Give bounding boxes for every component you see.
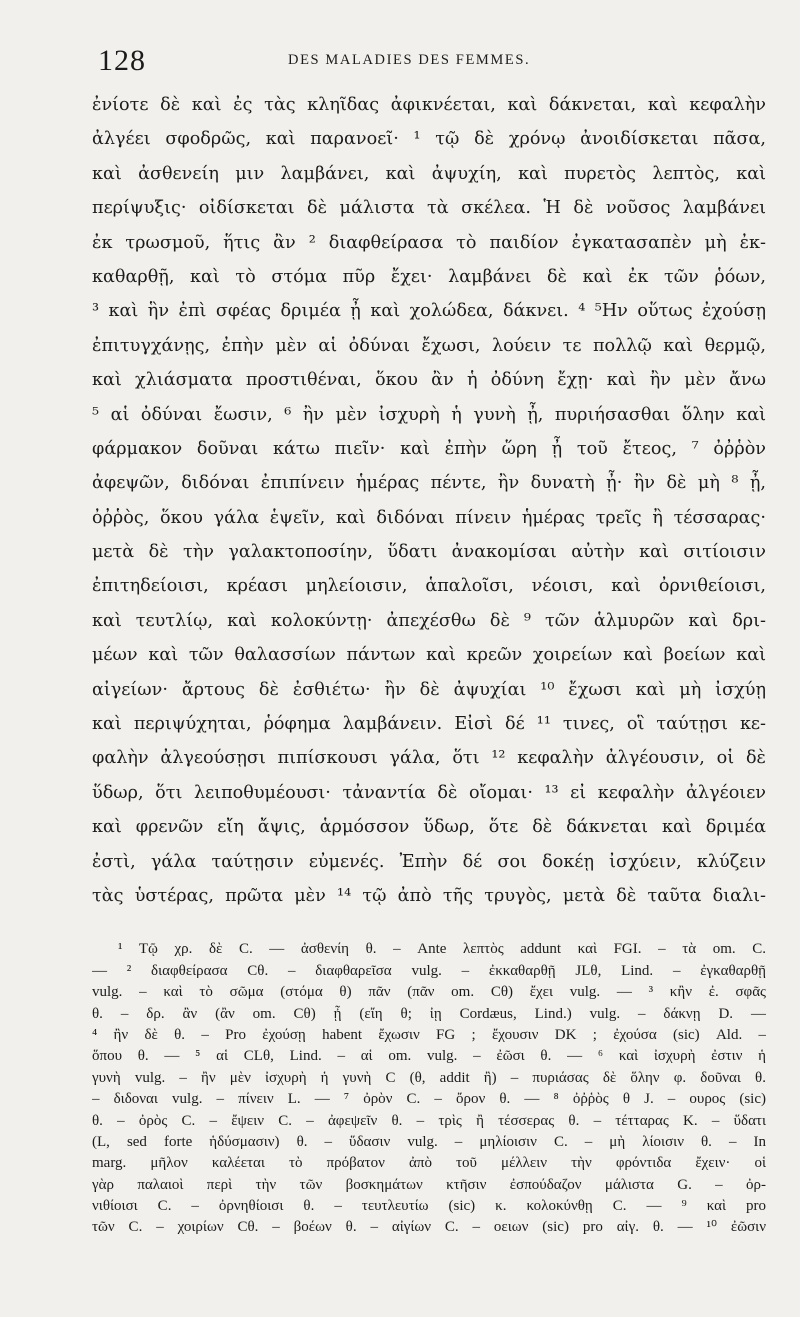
footnotes [92, 939, 766, 1238]
text-line: καὶ περιψύχηται, ῥόφημα λαμβάνειν. Εἰσὶ δέ ¹¹ τινες, οἳ ταύτῃσι κε- [92, 714, 766, 735]
text-line: φάρμακον δοῦναι κάτω πιεῖν· καὶ ἐπὴν ὥρη ᾖ τοῦ ἔτεος, ⁷ ὀῤῥὸν [92, 438, 766, 459]
text-line: ἐπιτυγχάνῃς, ἐπὴν μὲν αἱ ὀδύναι ἔχωσι, λούειν τε πολλῷ καὶ θερμῷ, [92, 335, 766, 356]
text-line: ὀῤῥὸς, ὅκου γάλα ἑψεῖν, καὶ διδόναι πίνειν ἡμέρας τρεῖς ἢ τέσσαρας· [92, 507, 766, 528]
text-line: ὕδωρ, ὅτι λειποθυμέουσι· τἀναντία δὲ οἴομαι· ¹³ εἰ κεφαλὴν ἀλγέοιεν [92, 782, 766, 803]
text-line: ἐστὶ, γάλα ταύτῃσιν εὐμενές. Ἐπὴν δέ σοι δοκέῃ ἰσχύειν, κλύζειν [92, 851, 766, 872]
footnote-line: vulg. – καὶ τὸ σῶμα (στόμα θ) πᾶν (πᾶν om. Cθ) ἔχει vulg. — ³ κἢν ἐ. σφᾶς [92, 984, 766, 1001]
running-head [92, 44, 766, 84]
text-line: καὶ τευτλίῳ, καὶ κολοκύντῃ· ἀπεχέσθω δὲ ⁹ τῶν ἁλμυρῶν καὶ δρι- [92, 610, 766, 631]
header-title: DES MALADIES DES FEMMES. [288, 52, 531, 68]
text-line: καὶ φρενῶν εἴη ἄψις, ἁρμόσσον ὕδωρ, ὅτε δὲ δάκνεται καὶ δριμέα [92, 817, 766, 838]
footnote-line: τῶν C. – χοιρίων Cθ. – βοέων θ. – αἰγίων C. – οειων (sic) pro αἰγ. θ. — ¹⁰ ἐῶσιν [92, 1219, 766, 1236]
text-line: αἰγείων· ἄρτους δὲ ἐσθιέτω· ἢν δὲ ἀψυχίαι ¹⁰ ἔχωσι καὶ μὴ ἰσχύῃ [92, 679, 766, 700]
text-line: φαλὴν ἀλγεούσῃσι πιπίσκουσι γάλα, ὅτι ¹² κεφαλὴν ἀλγέουσιν, οἱ δὲ [92, 748, 766, 769]
text-line: μετὰ δὲ τὴν γαλακτοποσίην, ὕδατι ἀνακομίσαι αὐτὴν καὶ σιτίοισιν [92, 542, 766, 563]
text-line: μέων καὶ τῶν θαλασσίων πάντων καὶ κρεῶν χοιρείων καὶ βοείων καὶ [92, 645, 766, 666]
footnote-line: θ. – ὀρὸς C. – ἔψειν C. – ἀφεψεῖν θ. – τρὶς ἢ τέσσερας θ. – τέτταρας K. – ὕδατι [92, 1112, 766, 1129]
text-line: καὶ ἀσθενείη μιν λαμβάνει, καὶ ἀψυχίη, καὶ πυρετὸς λεπτὸς, καὶ [92, 163, 766, 184]
text-line: ἐνίοτε δὲ καὶ ἐς τὰς κληῖδας ἀφικνέεται, καὶ δάκνεται, καὶ κεφαλὴν [92, 95, 766, 115]
text-line: ³ καὶ ἣν ἐπὶ σφέας δριμέα ᾖ καὶ χολώδεα, δάκνει. ⁴ ⁵Ην οὕτως ἐχούσῃ [92, 301, 766, 322]
text-line: ἀλγέει σφοδρῶς, καὶ παρανοεῖ· ¹ τῷ δὲ χρόνῳ ἀνοιδίσκεται πᾶσα, [92, 129, 766, 150]
page-number: 128 [98, 44, 146, 77]
footnote-line: γυνὴ vulg. – ἢν μὲν ἰσχυρὴ ἡ γυνὴ C (θ, addit ἢ) – πυριάσας δὲ ὅλην φ. δοῦναι θ. [92, 1069, 766, 1086]
footnote-line: γὰρ παλαιοὶ περὶ τὴν τῶν βοσκημάτων κτῆσιν ἐσπούδαζον μάλιστα G. – ὀρ- [92, 1176, 766, 1193]
footnote-line: marg. μῆλον καλέεται τὸ πρόβατον ἀπὸ τοῦ μέλλειν τὴν φρόντιδα ἔχειν· οἱ [92, 1155, 766, 1172]
footnote-line: ὅπου θ. — ⁵ αἱ CLθ, Lind. – αἱ om. vulg. – ἐῶσι θ. — ⁶ καὶ ἰσχυρὴ ἐστιν ἡ [92, 1048, 766, 1065]
text-line: τὰς ὑστέρας, πρῶτα μὲν ¹⁴ τῷ ἀπὸ τῆς τρυγὸς, μετὰ δὲ ταῦτα διαλι- [92, 885, 766, 906]
footnote-line: – διδοναι vulg. – πίνειν L. — ⁷ ὀρὸν C. – ὄρον θ. — ⁸ ὀῤῥὸς θ J. – ουρος (sic) [92, 1091, 766, 1108]
footnote-line: ⁴ ἢν δὲ θ. – Pro ἐχούσῃ habent ἔχωσιν FG ; ἔχουσιν DK ; ἐχούσα (sic) Ald. – [92, 1026, 766, 1043]
footnote-line: — ² διαφθείρασα Cθ. – διαφθαρεῖσα vulg. – ἐκκαθαρθῇ JLθ, Lind. – ἐγκαθαρθῇ [92, 962, 766, 979]
text-line: ⁵ αἱ ὀδύναι ἔωσιν, ⁶ ἢν μὲν ἰσχυρὴ ἡ γυνὴ ᾖ, πυριήσασθαι ὅλην καὶ [92, 404, 766, 425]
text-line: περίψυξις· οἰδίσκεται δὲ μάλιστα τὰ σκέλεα. Ἡ δὲ νοῦσος λαμβάνει [92, 198, 766, 219]
main-text [92, 88, 766, 913]
text-line: καθαρθῇ, καὶ τὸ στόμα πῦρ ἔχει· λαμβάνει δὲ καὶ ἐκ τῶν ῥόων, [92, 266, 766, 287]
text-line: ἐπιτηδείοισι, κρέασι μηλείοισιν, ἁπαλοῖσι, νέοισι, καὶ ὀρνιθείοισι, [92, 576, 766, 597]
footnote-line: ¹ Τῷ χρ. δὲ C. — ἀσθενίη θ. – Ante λεπτὸς addunt καὶ FGI. – τὰ om. C. [118, 941, 766, 958]
text-line: καὶ χλιάσματα προστιθέναι, ὅκου ἂν ἡ ὀδύνη ἔχῃ· καὶ ἢν μὲν ἄνω [92, 370, 766, 391]
footnote-line: θ. – δρ. ἂν (ἂν om. Cθ) ᾖ (εἴη θ; ἰῃ Cordæus, Lind.) vulg. – δάκνῃ D. — [92, 1005, 766, 1022]
footnote-line: νιθίοισι C. – ὀρνηθίοισι θ. – τευτλευτίω (sic) κ. κολοκύνθῃ C. — ⁹ καὶ pro [92, 1198, 766, 1215]
text-line: ἐκ τρωσμοῦ, ἥτις ἂν ² διαφθείρασα τὸ παιδίον ἐγκατασαπὲν μὴ ἐκ- [92, 232, 766, 253]
text-line: ἀφεψῶν, διδόναι ἐπιπίνειν ἡμέρας πέντε, ἢν δυνατὴ ᾖ· ἢν δὲ μὴ ⁸ ᾖ, [92, 473, 766, 494]
footnote-line: (L, sed forte ἡδύσμασιν) θ. – ὕδασιν vulg. – μηλίοισιν C. – μὴ λίοισιν θ. – In [92, 1133, 766, 1150]
